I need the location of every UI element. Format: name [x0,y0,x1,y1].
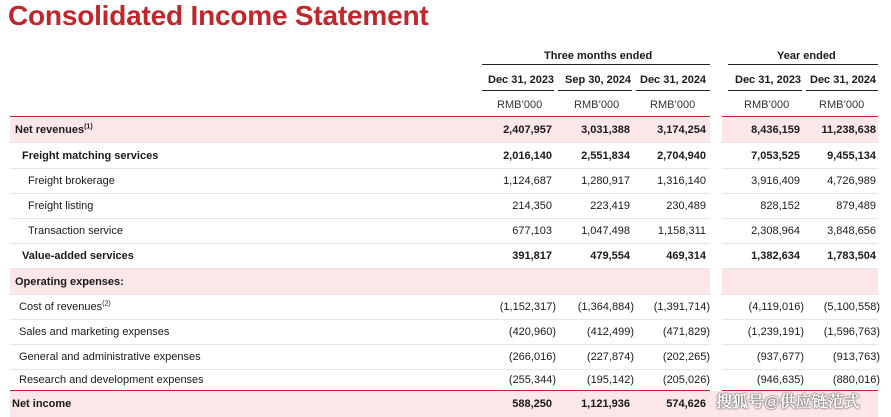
cell-value: 1,316,140 [657,175,706,187]
table-row-freight-listing [10,194,878,219]
cell-value: 3,031,388 [581,123,630,136]
cell-value: 3,916,409 [751,175,800,187]
row-label: Freight listing [28,200,94,212]
cell-value: (937,677) [756,351,804,363]
cell-value: (1,364,884) [577,301,634,313]
cell-value: (4,119,016) [748,301,804,313]
currency-label: RMB’000 [574,99,620,111]
cell-value: 1,121,936 [581,398,630,410]
cell-value: (202,265) [662,351,710,363]
section-label: Operating expenses: [15,275,124,288]
cell-value: (205,026) [662,374,710,386]
cell-value: 1,158,311 [657,225,706,237]
table-row-freight-matching [10,143,878,169]
cell-value: (5,100,558) [823,301,880,313]
cell-value: 230,489 [666,200,706,212]
cell-value: (1,152,317) [499,301,556,313]
cell-value: (946,635) [756,374,804,386]
cell-value: 588,250 [512,398,552,410]
column-underline [728,90,802,91]
column-header: Dec 31, 2023 [488,74,555,86]
cell-value: (880,016) [832,374,880,386]
row-label: Transaction service [28,225,123,237]
cell-value: (412,499) [586,326,634,338]
cell-value: 2,551,834 [581,149,630,162]
cell-value: 3,174,254 [657,123,706,136]
table-row-transaction-service [10,219,878,244]
cell-value: 2,407,957 [503,123,552,136]
currency-label: RMB’000 [650,99,696,111]
row-label: Cost of revenues$^{(2)}$ [19,300,111,313]
cell-value: 1,382,634 [751,250,800,262]
cell-value: 8,436,159 [751,123,800,136]
column-header: Sep 30, 2024 [565,74,632,86]
group-header-year: Year ended [777,50,836,62]
cell-value: 9,455,134 [827,149,876,162]
cell-value: 3,848,656 [827,225,876,237]
cell-value: 1,280,917 [581,175,630,187]
row-label: Research and development expenses [19,374,204,386]
column-underline [806,90,878,91]
table-row-freight-brokerage [10,169,878,194]
cell-value: (255,344) [508,374,556,386]
cell-value: 2,308,964 [751,225,800,237]
cell-value: 214,350 [512,200,552,212]
table-row-operating-expenses [10,269,878,295]
group-underline-three-months [482,64,710,65]
cell-value: 2,016,140 [503,149,552,162]
cell-value: 7,053,525 [751,149,800,162]
row-label: Freight matching services [22,149,159,162]
cell-value: 828,152 [760,200,800,212]
cell-value: 1,783,504 [827,250,876,262]
currency-label: RMB’000 [819,99,865,111]
cell-value: (227,874) [586,351,634,363]
watermark-text: 搜狐号@供应链范式 [716,394,860,411]
cell-value: (1,391,714) [653,301,710,313]
cell-value: (195,142) [586,374,634,386]
cell-value: 11,238,638 [821,123,876,136]
cell-value: 1,047,498 [581,225,630,237]
currency-label: RMB’000 [497,99,543,111]
row-label: Net income [12,398,72,410]
cell-value: (1,239,191) [747,326,804,338]
table-row-sales-marketing [10,320,878,345]
table-row-general-admin [10,345,878,370]
currency-label: RMB’000 [744,99,790,111]
row-label: Net revenues$^{(1)}$ [15,122,93,136]
row-label: General and administrative expenses [19,351,201,363]
column-header: Dec 31, 2024 [640,74,707,86]
cell-value: 879,489 [836,200,876,212]
table-row-research-development [10,370,878,390]
cell-value: 223,419 [590,200,630,212]
cell-value: (420,960) [508,326,556,338]
cell-value: (266,016) [508,351,556,363]
cell-value: 1,124,687 [503,175,552,187]
column-underline [558,90,632,91]
column-group-gap [710,116,722,391]
cell-value: 391,817 [512,250,552,262]
column-header: Dec 31, 2023 [735,74,802,86]
cell-value: 2,704,940 [657,149,706,162]
table-row-net-revenues [10,117,878,143]
group-header-three-months: Three months ended [544,50,653,62]
row-label: Value-added services [22,250,134,262]
column-underline [636,90,710,91]
column-header: Dec 31, 2024 [810,74,877,86]
cell-value: (913,763) [832,351,880,363]
cell-value: 4,726,989 [827,175,876,187]
column-underline [482,90,554,91]
cell-value: 479,554 [590,250,630,262]
row-label: Freight brokerage [28,175,115,187]
table-row-value-added [10,244,878,269]
cell-value: 469,314 [666,250,706,262]
cell-value: (471,829) [662,326,710,338]
page-title: Consolidated Income Statement [8,0,429,31]
cell-value: 574,626 [666,398,706,410]
table-row-cost-of-revenues [10,295,878,320]
cell-value: (1,596,763) [823,326,880,338]
cell-value: 677,103 [512,225,552,237]
group-underline-year [728,64,878,65]
row-label: Sales and marketing expenses [19,326,170,338]
